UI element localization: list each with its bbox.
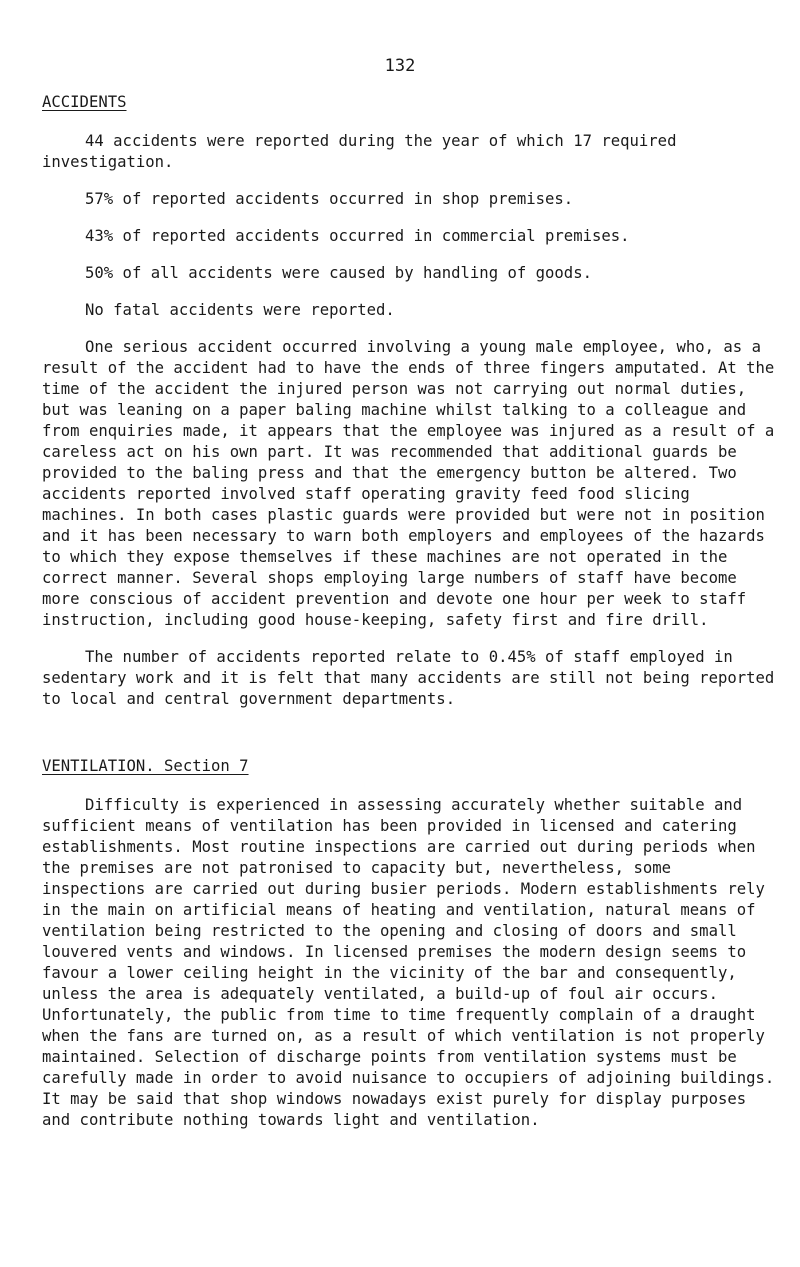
sedentary-staff-paragraph: The number of accidents reported relate to 0.45% of staff employed in sedentary work and it is felt that many accidents are still not being reported to local and central government departments. xyxy=(42,648,775,708)
accidents-reported-paragraph: 44 accidents were reported during the year of which 17 required investigation. xyxy=(42,132,677,171)
ventilation-heading: VENTILATION. Section 7 xyxy=(42,757,249,775)
page-content xyxy=(42,92,782,1147)
page-number: 132 xyxy=(384,56,416,76)
handling-goods-stat: 50% of all accidents were caused by handling of goods. xyxy=(85,264,592,282)
ventilation-paragraph: Difficulty is experienced in assessing accurately whether suitable and sufficient means of ventilation has been provided in licensed and catering establishments. Most routine inspections are carried out during periods when the premises are not patronised to capacity but, nevertheless, some inspections are carried out during busier periods. Modern establishments rely in the main on artificial means of heating and ventilation, natural means of ventilation being restricted to the opening and closing of doors and small louvered vents and windows. In licensed premises the modern design seems to favour a lower ceiling height in the vicinity of the bar and consequently, unless the area is adequately ventilated, a build-up of foul air occurs. Unfortunately, the public from time to time frequently complain of a draught when the fans are turned on, as a result of which ventilation is not properly maintained. Selection of discharge points from ventilation systems must be carefully made in order to avoid nuisance to occupiers of adjoining buildings. It may be said that shop windows nowadays exist purely for display purposes and contribute nothing towards light and ventilation. xyxy=(42,796,775,1129)
accidents-heading: ACCIDENTS xyxy=(42,93,127,111)
serious-accident-paragraph: One serious accident occurred involving a young male employee, who, as a result of the accident had to have the ends of three fingers amputated. At the time of the accident the injured person was not carrying out normal duties, but was leaning on a paper baling machine whilst talking to a colleague and from enquiries made, it appears that the employee was injured as a result of a careless act on his own part. It was recommended that additional guards be provided to the baling press and that the emergency button be altered. Two accidents reported involved staff operating gravity feed food slicing machines. In both cases plastic guards were provided but were not in position and it has been necessary to warn both employers and employees of the hazards to which they expose themselves if these machines are not operated in the correct manner. Several shops employing large numbers of staff have become more conscious of accident prevention and devote one hour per week to staff instruction, including good house-keeping, safety first and fire drill. xyxy=(42,338,775,629)
fatal-accidents-stat: No fatal accidents were reported. xyxy=(85,301,395,319)
shop-premises-stat: 57% of reported accidents occurred in shop premises. xyxy=(85,190,574,208)
commercial-premises-stat: 43% of reported accidents occurred in commercial premises. xyxy=(85,227,630,245)
